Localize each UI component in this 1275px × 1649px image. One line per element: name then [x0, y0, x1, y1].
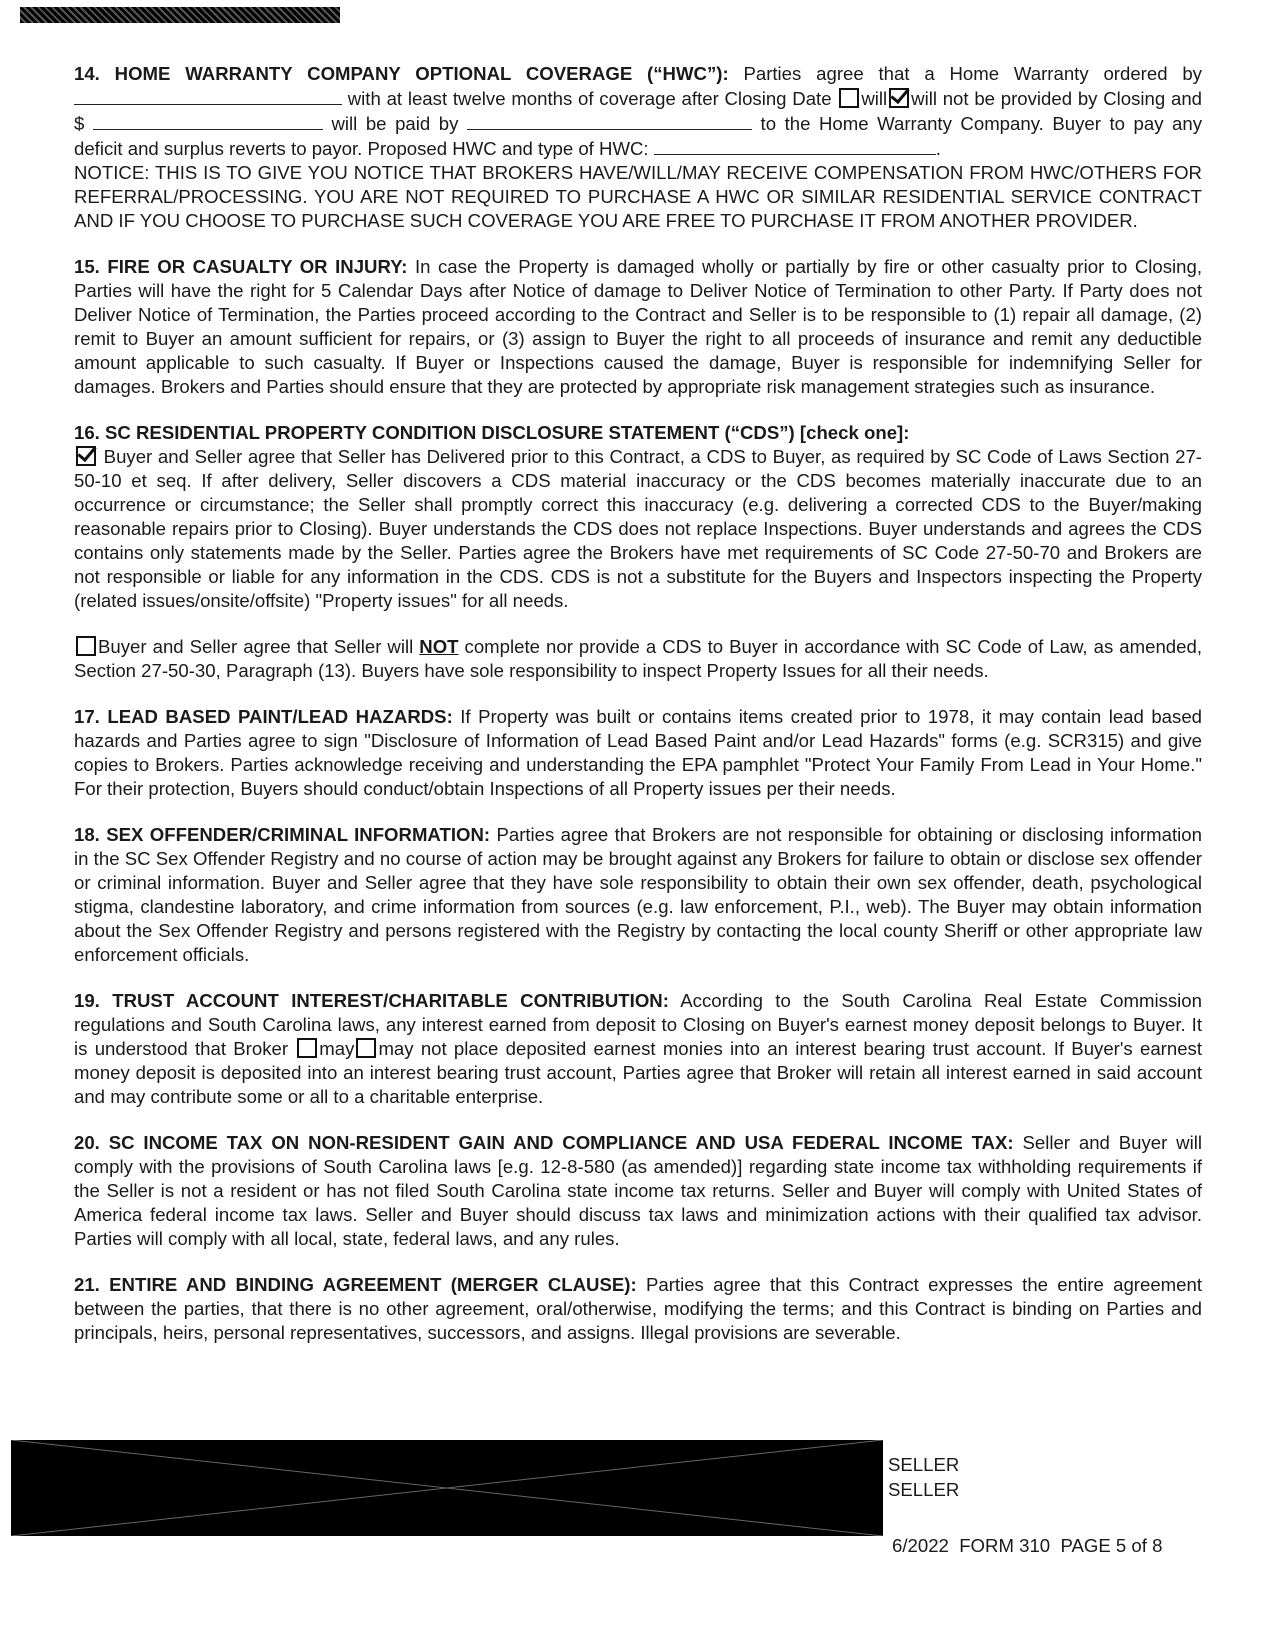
section-16-option-1: [74, 421, 1202, 613]
section-21-body: Parties agree that this Contract expresses the entire agreement between the parties, that there is no other agreement, oral/otherwise, modifying the terms; and this Contract is binding on Parties and principals, heirs, personal representatives, successors, and assigns. Illegal provisions are severable.: [74, 1274, 1202, 1343]
section-20-body: Seller and Buyer will comply with the provisions of South Carolina laws [e.g. 12-8-580 (as amended)] regarding state income tax withholding requirements if the Seller is not a resident or has not filed South Carolina state income tax returns. Seller and Buyer will comply with United States of America federal income tax laws. Seller and Buyer should discuss tax laws and minimization actions with their qualified tax advisor. Parties will comply with all local, state, federal laws, and any rules.: [74, 1132, 1203, 1249]
document-body: [74, 62, 1202, 1367]
section-20-paragraph: [74, 1131, 1202, 1251]
hwc-ordered-by-field[interactable]: [74, 86, 342, 105]
section-19-title: 19. TRUST ACCOUNT INTEREST/CHARITABLE CONTRIBUTION:: [74, 990, 669, 1011]
section-20-income-tax: [74, 1131, 1202, 1251]
section-14-text-5: .: [935, 138, 941, 159]
section-14-paragraph: [74, 62, 1202, 233]
header-redaction: [20, 7, 340, 23]
cds-not-emphasis: NOT: [419, 636, 459, 657]
broker-may-checkbox[interactable]: [297, 1038, 317, 1058]
cds-delivered-text: Buyer and Seller agree that Seller has Delivered prior to this Contract, a CDS to Buyer, as required by SC Code of Laws Section 27-50-10 et seq. If after delivery, Seller discovers a CDS material inaccuracy or the CDS becomes materially inaccurate due to an occurrence or circumstance; the Seller shall promptly correct this inaccuracy (e.g. delivering a corrected CDS to the Buyer/making reasonable repairs prior to Closing). Buyer understands the CDS does not replace Inspections. Buyer understands and agrees the CDS contains only statements made by the Seller. Parties agree the Brokers have met requirements of SC Code 27-50-70 and Brokers are not responsible or liable for any information in the CDS. CDS is not a substitute for the Buyers and Inspectors inspecting the Property (related issues/onsite/offsite) "Property issues" for all needs.: [74, 446, 1202, 611]
hwc-notice: NOTICE: THIS IS TO GIVE YOU NOTICE THAT BROKERS HAVE/WILL/MAY RECEIVE COMPENSATION FROM HWC/OTHERS FOR REFERRAL/PROCESSING. YOU ARE NOT REQUIRED TO PURCHASE A HWC OR SIMILAR RESIDENTIAL SERVICE CONTRACT AND IF YOU CHOOSE TO PURCHASE SUCH COVERAGE YOU ARE FREE TO PURCHASE IT FROM ANOTHER PROVIDER.: [74, 162, 1202, 231]
cds-not-provided-text-2: complete nor provide a CDS to Buyer in accordance with SC Code of Law, as amended, Section 27-50-30, Paragraph (13). Buyers have sole responsibility to inspect Property Issues for all their needs.: [74, 636, 1202, 681]
hwc-amount-field[interactable]: [93, 111, 323, 130]
section-14-text-3: will be paid by: [331, 113, 459, 134]
section-16-cds: [74, 421, 1202, 683]
section-18-body: Parties agree that Brokers are not responsible for obtaining or disclosing information in the SC Sex Offender Registry and no course of action may be brought against any Brokers for failure to obtain or disclose sex offender or criminal information. Buyer and Seller agree that they have sole responsibility to obtain their own sex offender, death, psychological stigma, clandestine laboratory, and crime information from sources (e.g. law enforcement, P.I., web). The Buyer may obtain information about the Sex Offender Registry and persons registered with the Registry by contacting the local county Sheriff or other appropriate law enforcement officials.: [74, 824, 1202, 965]
hwc-will-not-label: will not be provided by Closing and $: [74, 88, 1203, 134]
signature-redaction: [11, 1440, 883, 1536]
section-14-text-1: Parties agree that a Home Warranty ordered by: [728, 63, 1202, 84]
section-15-body: In case the Property is damaged wholly or partially by fire or other casualty prior to Closing, Parties will have the right for 5 Calendar Days after Notice of damage to Deliver Notice of Termination to other Party. If Party does not Deliver Notice of Termination, the Parties proceed according to the Contract and Seller is to be responsible to (1) repair all damage, (2) remit to Buyer an amount sufficient for repairs, or (3) assign to Buyer the right to all proceeds of insurance and remit any deductible amount applicable to such casualty. If Buyer or Inspections caused the damage, Buyer is responsible for indemnifying Seller for damages. Brokers and Parties should ensure that they are protected by appropriate risk management strategies such as insurance.: [74, 256, 1203, 397]
broker-may-not-checkbox[interactable]: [356, 1038, 376, 1058]
section-20-title: 20. SC INCOME TAX ON NON-RESIDENT GAIN AND COMPLIANCE AND USA FEDERAL INCOME TAX:: [74, 1132, 1014, 1153]
hwc-type-field[interactable]: [654, 136, 936, 155]
section-17-body: If Property was built or contains items created prior to 1978, it may contain lead based hazards and Parties agree to sign "Disclosure of Information of Lead Based Paint and/or Lead Hazards" forms (e.g. SCR315) and give copies to Brokers. Parties acknowledge receiving and understanding the EPA pamphlet "Protect Your Family From Lead in Your Home." For their protection, Buyers should conduct/obtain Inspections of all Property issues per their needs.: [74, 706, 1202, 799]
section-18-paragraph: [74, 823, 1202, 967]
section-19-text-1: According to the South Carolina Real Estate Commission regulations and South Carolina laws, any interest earned from deposit to Closing on Buyer's earnest money deposit belongs to Buyer. It is understood that Broker: [74, 990, 1202, 1059]
section-14-title: 14. HOME WARRANTY COMPANY OPTIONAL COVERAGE (“HWC”):: [74, 63, 729, 84]
section-21-title: 21. ENTIRE AND BINDING AGREEMENT (MERGER CLAUSE):: [74, 1274, 637, 1295]
page-footer: [892, 1534, 1162, 1558]
hwc-will-label: will: [861, 88, 888, 109]
hwc-will-not-checkbox[interactable]: [889, 88, 909, 108]
section-14-text-4: to the Home Warranty Company. Buyer to pay any deficit and surplus reverts to payor. Proposed HWC and type of HWC:: [74, 113, 1203, 159]
section-17-paragraph: [74, 705, 1202, 801]
seller-label-2: SELLER: [888, 1479, 960, 1500]
section-21-entire-agreement: [74, 1273, 1202, 1345]
section-16-option-2: [74, 635, 1202, 683]
hwc-paid-by-field[interactable]: [467, 111, 752, 130]
section-19-paragraph: [74, 989, 1202, 1109]
section-18-sex-offender: [74, 823, 1202, 967]
cds-not-provided-text-1: Buyer and Seller agree that Seller will: [98, 636, 420, 657]
section-18-title: 18. SEX OFFENDER/CRIMINAL INFORMATION:: [74, 824, 491, 845]
redaction-cross: [11, 1440, 883, 1536]
broker-may-not-label: may not place deposited earnest monies into an interest bearing trust account. If Buyer's earnest money deposit is deposited into an interest bearing trust account, Parties agree that Broker will retain all interest earned in said account and may contribute some or all to a charitable enterprise.: [74, 1038, 1202, 1107]
cds-delivered-checkbox[interactable]: [76, 446, 96, 466]
section-19-trust-account: [74, 989, 1202, 1109]
cds-not-provided-checkbox[interactable]: [76, 636, 96, 656]
section-16-title: 16. SC RESIDENTIAL PROPERTY CONDITION DISCLOSURE STATEMENT (“CDS”) [check one]:: [74, 422, 910, 443]
hwc-will-checkbox[interactable]: [839, 88, 859, 108]
broker-may-label: may: [319, 1038, 355, 1059]
section-14-home-warranty: [74, 62, 1202, 233]
seller-label-1: SELLER: [888, 1454, 960, 1475]
section-15-title: 15. FIRE OR CASUALTY OR INJURY:: [74, 256, 408, 277]
section-14-text-2: with at least twelve months of coverage after Closing Date: [342, 88, 838, 109]
section-21-paragraph: [74, 1273, 1202, 1345]
section-15-fire-casualty: [74, 255, 1202, 399]
form-page-info: 6/2022 FORM 310 PAGE 5 of 8: [892, 1535, 1163, 1556]
section-17-lead-paint: [74, 705, 1202, 801]
section-15-paragraph: [74, 255, 1202, 399]
seller-initials-labels: [888, 1452, 959, 1502]
section-17-title: 17. LEAD BASED PAINT/LEAD HAZARDS:: [74, 706, 453, 727]
